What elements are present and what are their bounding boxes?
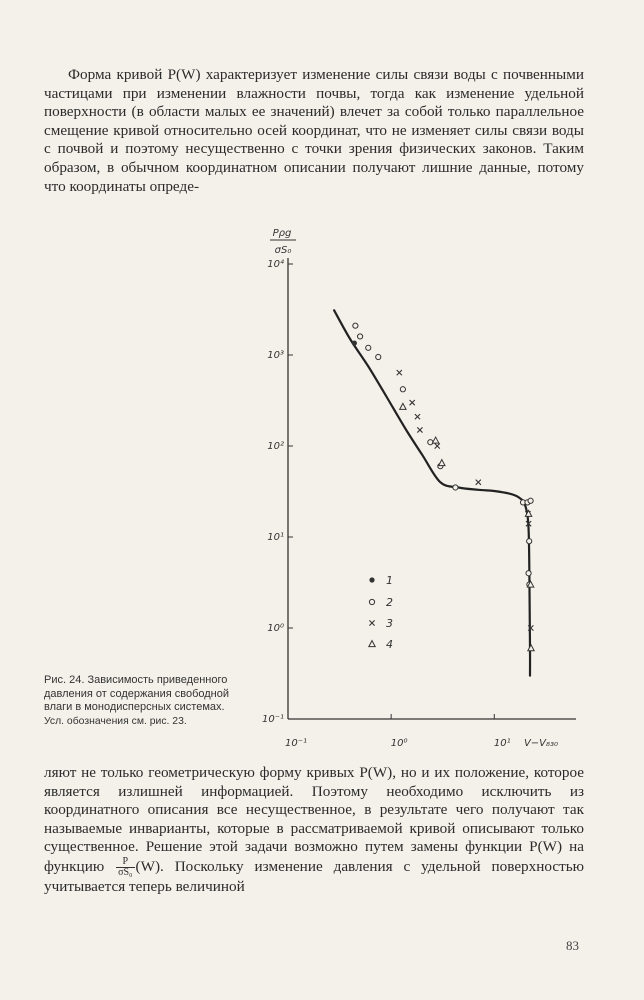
legend-marker-1 <box>369 577 374 582</box>
caption-text: Рис. 24. Зависимость приведенного давления от содержания свободной влаги в монодисперсных системах. <box>44 674 229 714</box>
data-point-series-2-2 <box>366 345 371 350</box>
data-point-series-2-5 <box>428 440 433 445</box>
data-point-series-2-0 <box>353 323 358 328</box>
chart-ticks <box>262 258 558 749</box>
x-tick-label-2: 10¹ <box>493 738 511 749</box>
data-point-series-3-5 <box>476 480 481 485</box>
legend-label-1: 1 <box>386 574 393 587</box>
data-point-series-4-2 <box>439 460 445 466</box>
chart-points <box>352 323 534 651</box>
legend-label-2: 2 <box>386 596 393 609</box>
data-point-series-1-0 <box>352 341 357 346</box>
data-point-series-4-0 <box>400 403 406 409</box>
legend-label-4: 4 <box>386 638 393 651</box>
data-point-series-2-12 <box>526 571 531 576</box>
data-point-series-3-3 <box>417 427 422 432</box>
y-tick-label-5: 10⁴ <box>267 259 284 270</box>
legend-marker-4 <box>369 641 375 647</box>
figure-24 <box>258 222 598 762</box>
chart-legend <box>369 574 393 651</box>
y-tick-label-1: 10⁰ <box>267 623 284 634</box>
page-number: 83 <box>566 938 579 953</box>
paragraph-bottom-part2: (W). Поскольку изменение давления с удельной поверхностью учитывается теперь величиной <box>44 857 584 895</box>
pressure-chart <box>258 222 598 762</box>
data-point-series-3-1 <box>410 400 415 405</box>
x-tick-label-0: 10⁻¹ <box>284 738 308 749</box>
data-point-series-2-7 <box>453 485 458 490</box>
data-point-series-2-1 <box>357 334 362 339</box>
fraction-denominator: σS₀ <box>118 866 133 878</box>
y-tick-label-0: 10⁻¹ <box>261 714 284 725</box>
data-point-series-3-0 <box>397 370 402 375</box>
fraction-p-over-sigma-s0 <box>116 857 134 878</box>
paragraph-top: Форма кривой P(W) характеризует изменение силы связи воды с почвенными частицами при изменении влажности почвы, тогда как изменение удельной поверхности (в области малых ее значений) влечет за собой только параллельное смещение кривой относительно осей координат, что не изменяет силы связи воды с почвой и поэтому несущественно с точки зрения физических законов. Таким образом, в обычном координатном описании получают лишние данные, потому что координаты опреде- <box>44 66 584 195</box>
data-point-series-2-10 <box>528 498 533 503</box>
data-point-series-4-1 <box>432 437 438 443</box>
y-tick-label-2: 10¹ <box>267 532 284 543</box>
caption-note: Усл. обозначения см. рис. 23. <box>44 715 187 727</box>
legend-label-3: 3 <box>386 617 393 630</box>
fraction-numerator: P <box>116 857 134 868</box>
x-tick-label-1: 10⁰ <box>390 738 408 749</box>
data-point-series-3-4 <box>435 443 440 448</box>
paragraph-bottom-part1: ляют не только геометрическую форму кривых P(W), но и их положение, которое является излишней информацией. Поэтому необходимо исключить из координатного описания все несущественное, в результате чего получают так называемые инварианты, которые в рассматриваемой кривой описывают только существенное. Решение этой задачи возможно путем замены функции P(W) на функцию <box>44 764 584 875</box>
paragraph-bottom <box>44 764 584 897</box>
figure-caption <box>44 674 244 728</box>
y-tick-label-3: 10² <box>267 441 284 452</box>
legend-marker-2 <box>369 599 374 604</box>
y-axis-label-denominator: σS₀ <box>274 245 292 256</box>
y-axis-label-numerator: Pρg <box>272 228 292 239</box>
y-tick-label-4: 10³ <box>267 350 284 361</box>
data-point-series-4-5 <box>528 645 534 651</box>
data-point-series-2-4 <box>400 387 405 392</box>
data-point-series-2-3 <box>376 354 381 359</box>
legend-marker-3 <box>369 620 374 625</box>
data-point-series-3-2 <box>415 414 420 419</box>
data-point-series-2-11 <box>527 539 532 544</box>
fitted-curve <box>334 310 530 675</box>
x-axis-label: V−V₈₃₀ <box>523 738 559 749</box>
chart-curve-layer <box>334 310 530 675</box>
